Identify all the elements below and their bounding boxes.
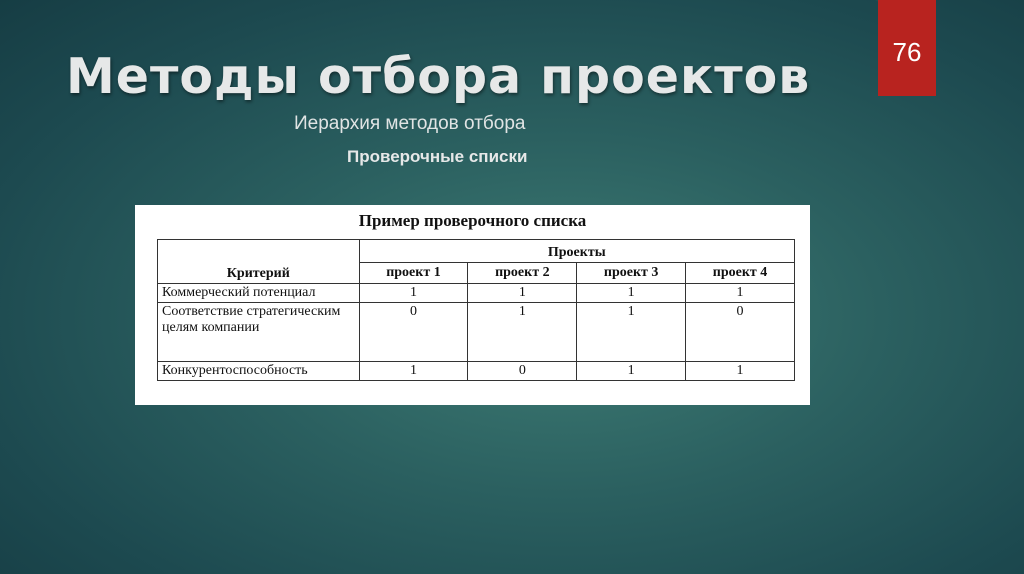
row-value: 0 bbox=[686, 303, 795, 362]
column-header-project-4: проект 4 bbox=[686, 263, 795, 284]
table-header-row-group bbox=[158, 240, 795, 263]
table-row bbox=[158, 362, 795, 381]
page-number: 76 bbox=[878, 0, 936, 96]
column-header-project-2: проект 2 bbox=[468, 263, 577, 284]
section-heading: Проверочные списки bbox=[347, 147, 528, 166]
column-header-project-1: проект 1 bbox=[359, 263, 468, 284]
row-criterion: Соответствие стратегическим целям компании bbox=[158, 303, 360, 362]
row-value: 0 bbox=[468, 362, 577, 381]
column-header-project-3: проект 3 bbox=[577, 263, 686, 284]
row-criterion: Конкурентоспособность bbox=[158, 362, 360, 381]
row-value: 1 bbox=[359, 362, 468, 381]
slide-subtitle: Иерархия методов отбора bbox=[294, 113, 526, 134]
table-row bbox=[158, 303, 795, 362]
row-value: 1 bbox=[686, 362, 795, 381]
slide-title: Методы отбора проектов bbox=[66, 48, 811, 105]
row-value: 1 bbox=[468, 303, 577, 362]
row-value: 1 bbox=[577, 362, 686, 381]
row-value: 1 bbox=[577, 284, 686, 303]
row-criterion: Коммерческий потенциал bbox=[158, 284, 360, 303]
row-value: 1 bbox=[686, 284, 795, 303]
projects-header: Проекты bbox=[359, 240, 794, 263]
row-value: 0 bbox=[359, 303, 468, 362]
row-value: 1 bbox=[468, 284, 577, 303]
row-value: 1 bbox=[359, 284, 468, 303]
table-caption: Пример проверочного списка bbox=[358, 211, 587, 230]
row-value: 1 bbox=[577, 303, 686, 362]
criterion-header: Критерий bbox=[158, 240, 360, 284]
table-row bbox=[158, 284, 795, 303]
checklist-table-card bbox=[135, 205, 810, 405]
checklist-table bbox=[157, 239, 795, 381]
